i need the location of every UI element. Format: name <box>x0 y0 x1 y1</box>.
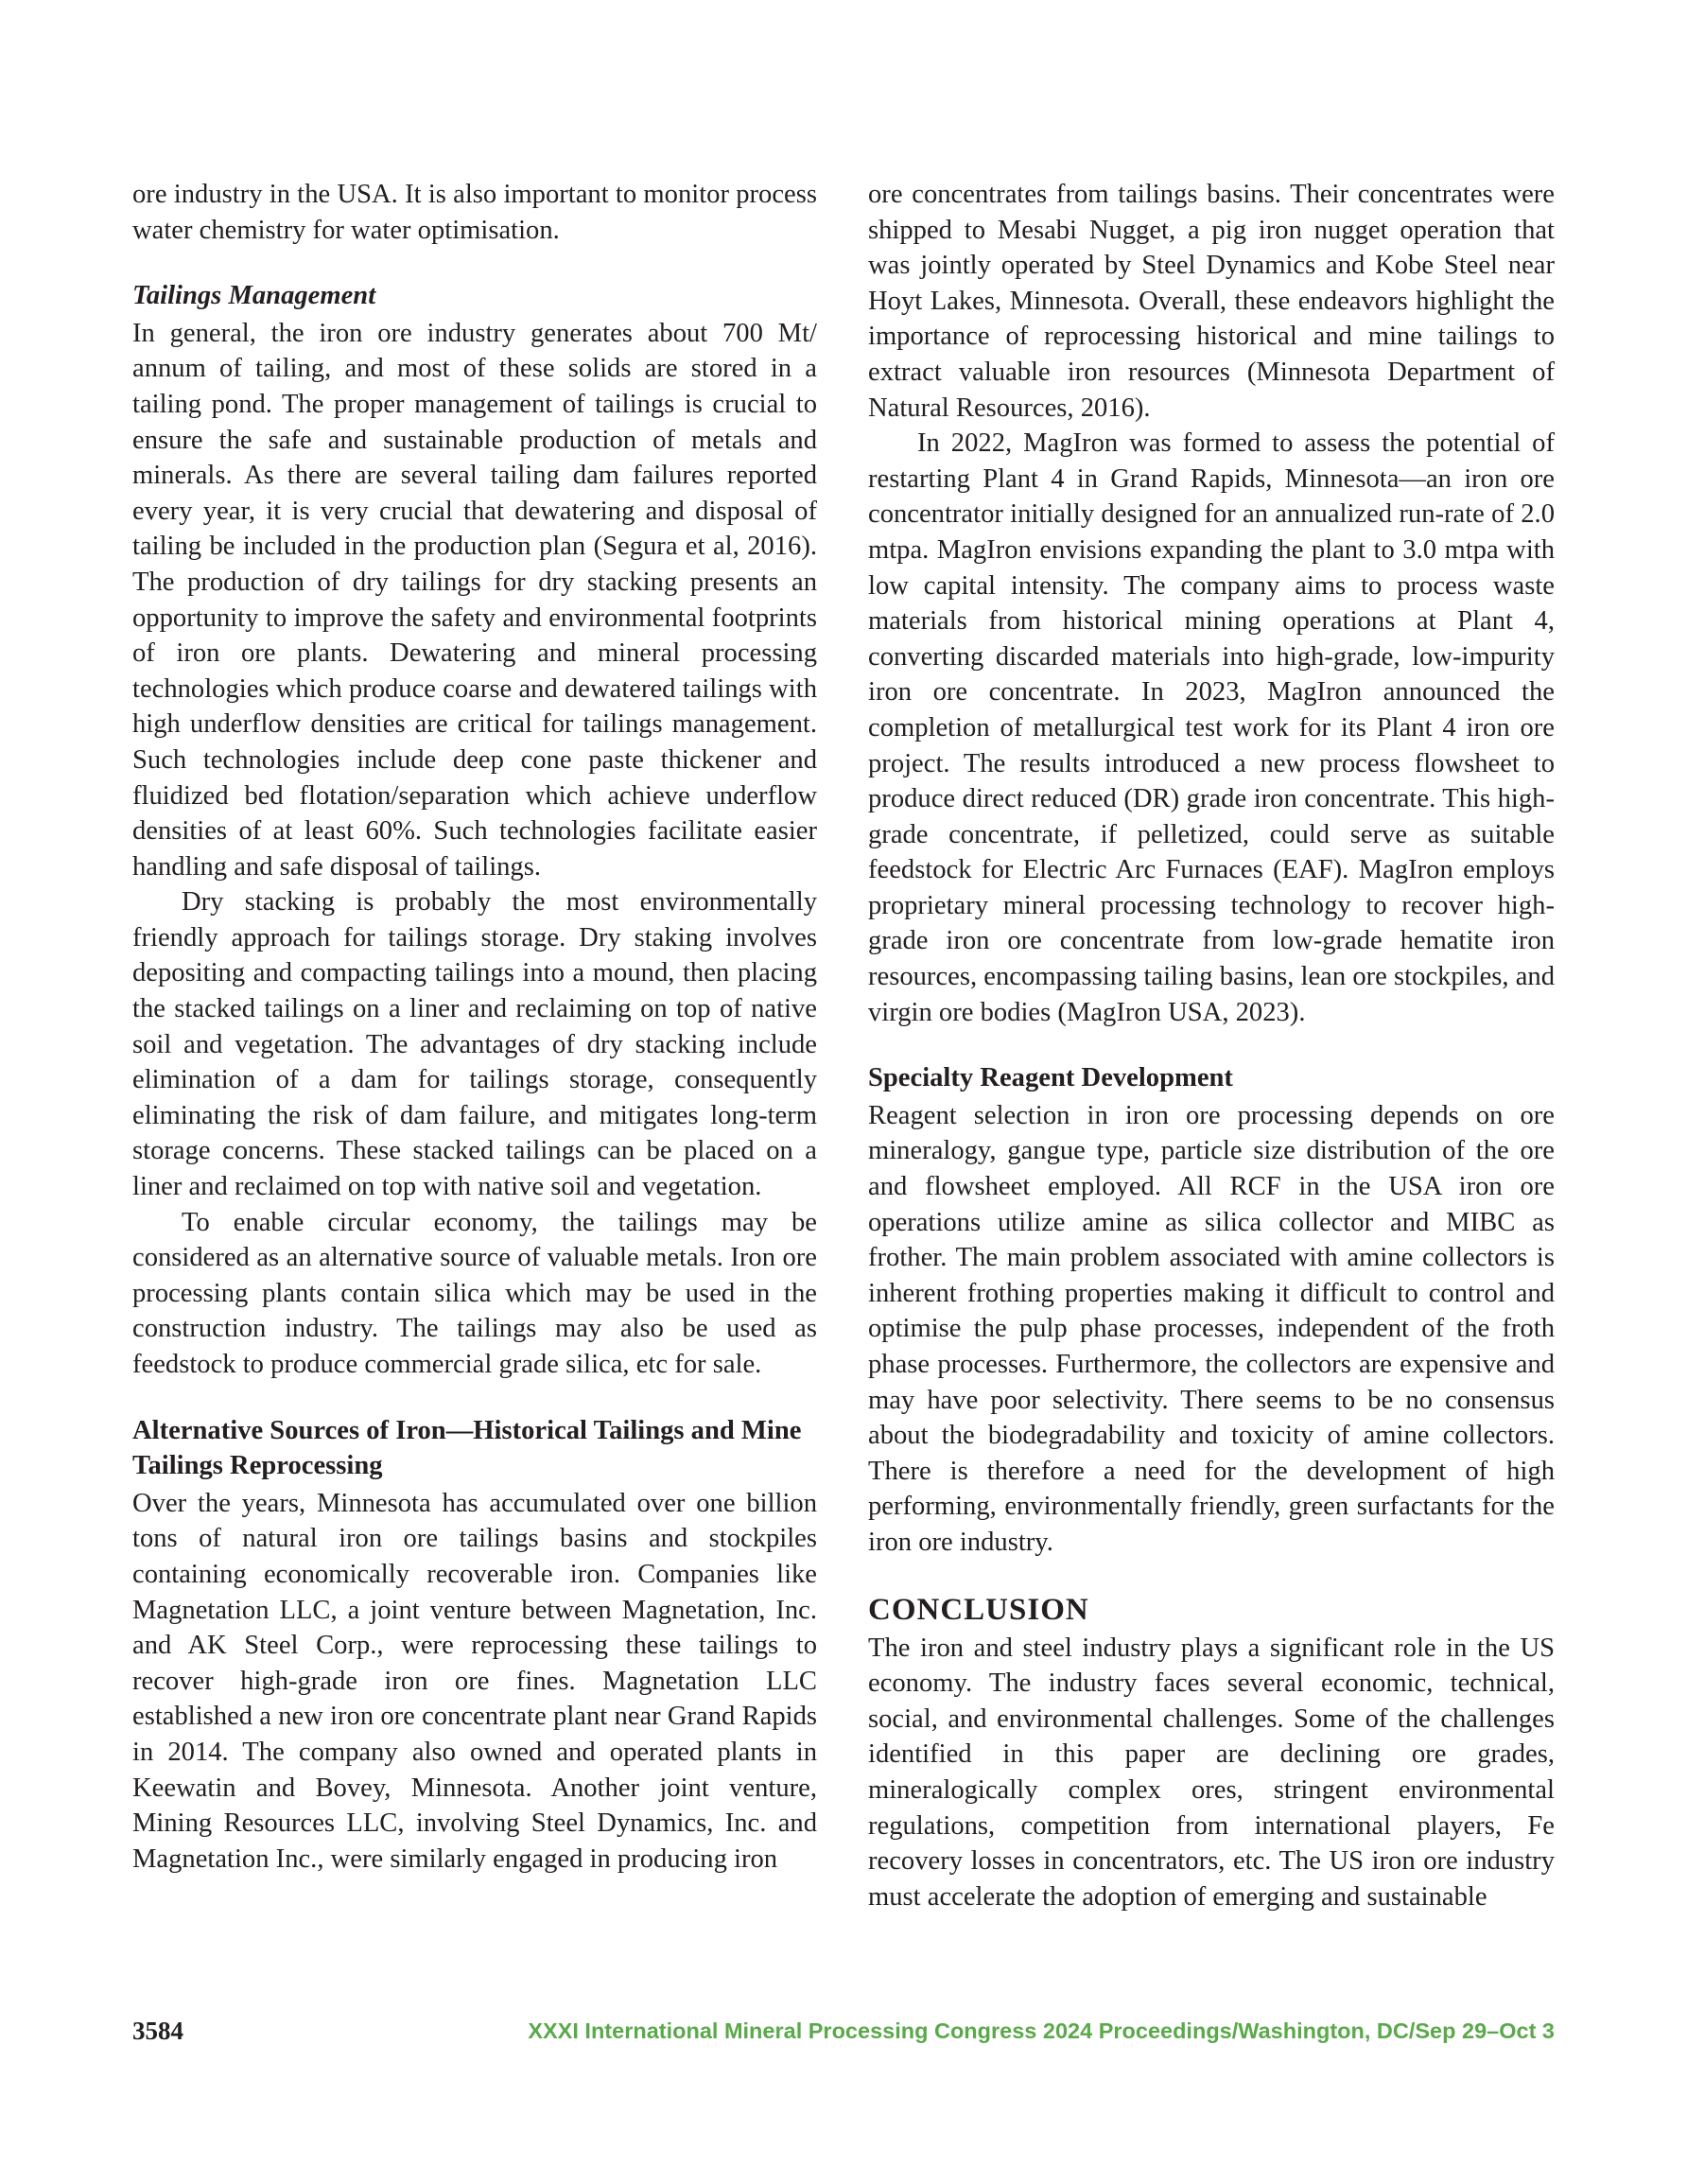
paragraph: Dry stacking is probably the most environmentally friendly approach for tailings storage. Dry staking involves depositing and compacting tailings into a mound, then placing the stacked tailings on a liner and reclaiming on top of native soil and vegetation. The advantages of dry stacking include elimination of a dam for tailings storage, consequently eliminating the risk of dam failure, and mitigates long-term storage concerns. These stacked tailings can be placed on a liner and reclaimed on top with native soil and vegetation. <box>132 887 817 1202</box>
page-footer <box>132 2017 1555 2054</box>
section-heading-alternative-sources: Alternative Sources of Iron—Historical Tailings and Mine Tailings Reprocessing <box>132 1415 802 1481</box>
footer-title: XXXI International Mineral Processing Congress 2024 Proceedings/Washington, DC/Sep 29–Oct 3 <box>528 2018 1555 2043</box>
paragraph: In 2022, MagIron was formed to assess the potential of restarting Plant 4 in Grand Rapids, Minnesota—an iron ore concentrator initially designed for an annualized run-rate of 2.0 mtpa. MagIron envisions expanding the plant to 3.0 mtpa with low capital intensity. The company aims to process waste materials from historical mining operations at Plant 4, converting discarded materials into high-grade, low-impurity iron ore concentrate. In 2023, MagIron announced the completion of metallurgical test work for its Plant 4 iron ore project. The results introduced a new process flowsheet to produce direct reduced (DR) grade iron concentrate. This high-grade concentrate, if pelletized, could serve as suitable feedstock for Electric Arc Furnaces (EAF). MagIron employs proprietary mineral processing technology to recover high-grade iron ore concentrate from low-grade hematite iron resources, encompassing tailing basins, lean ore stockpiles, and virgin ore bodies (MagIron USA, 2023). <box>868 428 1555 1027</box>
paragraph: In general, the iron ore industry generates about 700 Mt/ annum of tailing, and most of these solids are stored in a tailing pond. The proper management of tailings is crucial to ensure the safe and sustainable production of metals and minerals. As there are several tailing dam failures reported every year, it is very crucial that dewatering and disposal of tailing be included in the production plan (Segura et al, 2016). The production of dry tailings for dry stacking presents an opportunity to improve the safety and environmental footprints of iron ore plants. Dewatering and mineral processing technologies which produce coarse and dewatered tailings with high underflow densities are critical for tailings management. Such technologies include deep cone paste thickener and fluidized bed flotation/separation which achieve underflow densities of at least 60%. Such technologies facilitate easier handling and safe disposal of tailings. <box>132 318 817 882</box>
paragraph: ore concentrates from tailings basins. Their concentrates were shipped to Mesabi Nugget, a pig iron nugget operation that was jointly operated by Steel Dynamics and Kobe Steel near Hoyt Lakes, Minnesota. Overall, these endeavors highlight the importance of reprocessing historical and mine tailings to extract valuable iron resources (Minnesota Department of Natural Resources, 2016). <box>868 180 1555 423</box>
section-heading-specialty-reagent: Specialty Reagent Development <box>868 1063 1233 1093</box>
section-heading-conclusion: CONCLUSION <box>868 1592 1089 1627</box>
paragraph: To enable circular economy, the tailings may be considered as an alternative source of valuable metals. Iron ore processing plants contain silica which may be used in the construction industry. The tailings may also be used as feedstock to produce commercial grade silica, etc for sale. <box>132 1207 817 1379</box>
paragraph: ore industry in the USA. It is also important to monitor process water chemistry for water optimisation. <box>132 180 817 245</box>
page-number: 3584 <box>132 2017 183 2045</box>
section-heading-tailings-management: Tailings Management <box>132 281 376 311</box>
paragraph: The iron and steel industry plays a significant role in the US economy. The industry faces several economic, technical, social, and environmental challenges. Some of the challenges identified in this paper are declining ore grades, mineralogically complex ores, stringent environmental regulations, competition from international players, Fe recovery losses in concentrators, etc. The US iron ore industry must accelerate the adoption of emerging and sustainable <box>868 1633 1555 1912</box>
paragraph: Over the years, Minnesota has accumulated over one billion tons of natural iron ore tailings basins and stockpiles containing economically recoverable iron. Companies like Magnetation LLC, a joint venture between Magnetation, Inc. and AK Steel Corp., were reprocessing these tailings to recover high-grade iron ore fines. Magnetation LLC established a new iron ore concentrate plant near Grand Rapids in 2014. The company also owned and operated plants in Keewatin and Bovey, Minnesota. Another joint venture, Mining Resources LLC, involving Steel Dynamics, Inc. and Magnetation Inc., were similarly engaged in producing iron <box>132 1488 817 1874</box>
left-column <box>132 177 817 1877</box>
paragraph: Reagent selection in iron ore processing depends on ore mineralogy, gangue type, particle size distribution of the ore and flowsheet employed. All RCF in the USA iron ore operations utilize amine as silica collector and MIBC as frother. The main problem associated with amine collectors is inherent frothing properties making it difficult to control and optimise the pulp phase processes, independent of the froth phase processes. Furthermore, the collectors are expensive and may have poor selectivity. There seems to be no consensus about the biodegradability and toxicity of amine collectors. There is therefore a need for the development of high performing, environmentally friendly, green surfactants for the iron ore industry. <box>868 1100 1555 1557</box>
right-column <box>868 177 1555 1914</box>
